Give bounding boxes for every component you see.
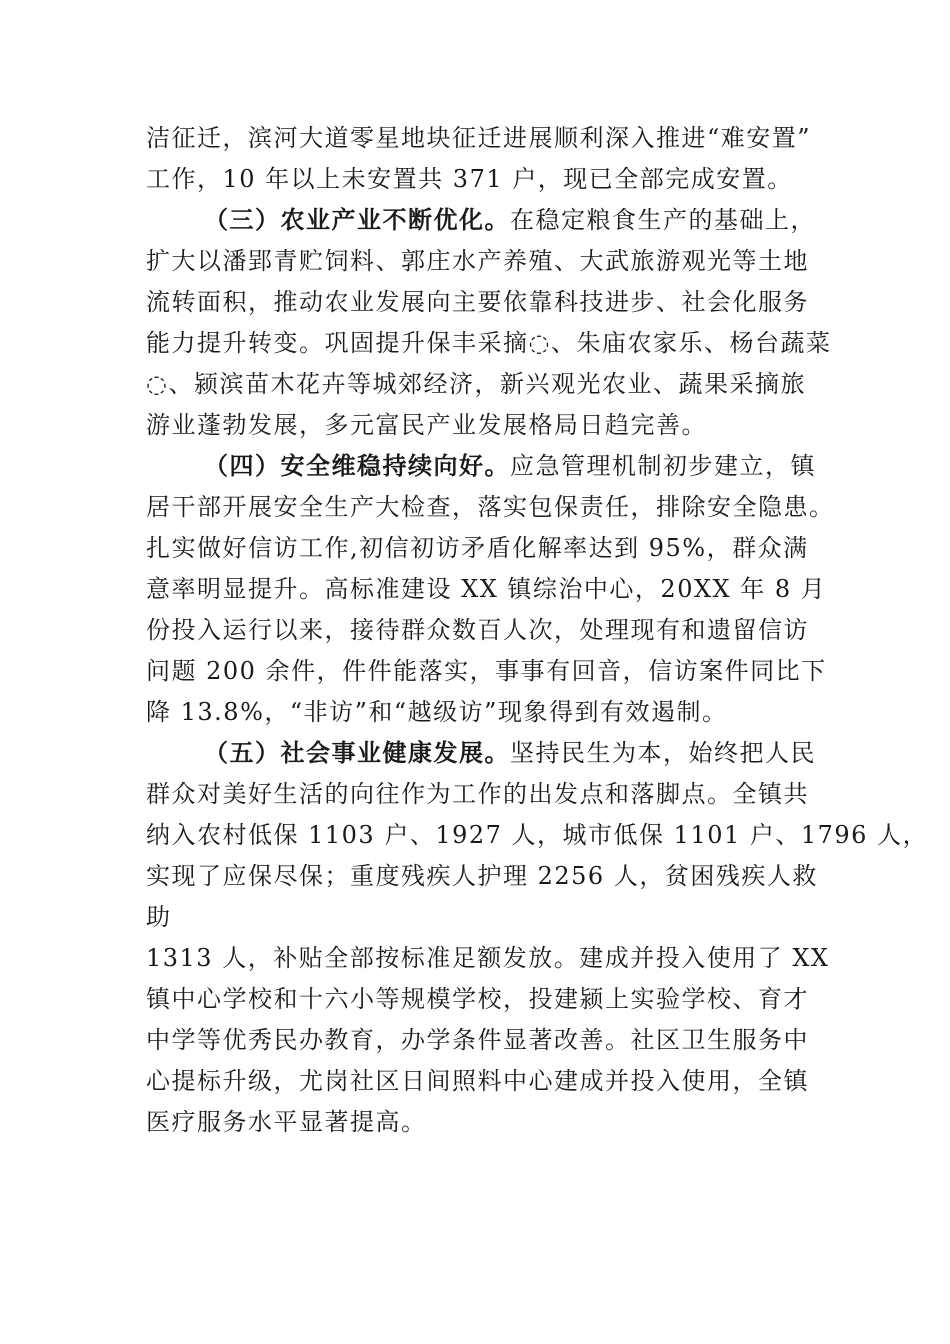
section-heading-line: （四）安全维稳持续向好。应急管理机制初步建立，镇 bbox=[204, 451, 816, 480]
body-text-line: 扩大以潘郢青贮饲料、郭庄水产养殖、大武旅游观光等土地 bbox=[146, 247, 809, 275]
body-text-line: 1313 人，补贴全部按标准足额发放。建成并投入使用了 XX bbox=[146, 944, 830, 972]
body-text-line: 实现了应保尽保；重度残疾人护理 2256 人，贫困残疾人救 bbox=[146, 862, 818, 890]
body-text-line: 降 13.8%，“非访”和“越级访”现象得到有效遏制。 bbox=[146, 698, 728, 726]
body-text-line: 洁征迁，滨河大道零星地块征迁进展顺利深入推进“难安置” bbox=[146, 124, 812, 152]
section-heading-line: （三）农业产业不断优化。在稳定粮食生产的基础上， bbox=[204, 205, 816, 234]
section-heading: （四）安全维稳持续向好。 bbox=[204, 451, 510, 480]
body-text-line: 纳入农村低保 1103 户、1927 人，城市低保 1101 户、1796 人， bbox=[146, 821, 929, 849]
body-text-line: 问题 200 余件，件件能落实，事事有回音，信访案件同比下 bbox=[146, 657, 827, 685]
body-text-line: 居干部开展安全生产大检查，落实包保责任，排除安全隐患。 bbox=[146, 493, 835, 521]
body-text-line: 意率明显提升。高标准建设 XX 镇综治中心，20XX 年 8 月 bbox=[146, 575, 827, 603]
body-text-line: 心提标升级，尤岗社区日间照料中心建成并投入使用，全镇 bbox=[146, 1067, 809, 1095]
section-heading: （五）社会事业健康发展。 bbox=[204, 738, 510, 767]
body-text-line: 镇中心学校和十六小等规模学校，投建颍上实验学校、育才 bbox=[146, 985, 809, 1013]
body-text-line: 游业蓬勃发展，多元富民产业发展格局日趋完善。 bbox=[146, 411, 707, 439]
section-heading: （三）农业产业不断优化。 bbox=[204, 205, 510, 234]
body-text-line: 助 bbox=[146, 903, 172, 931]
body-text-line: 医疗服务水平显著提高。 bbox=[146, 1108, 427, 1136]
body-text-line: 中学等优秀民办教育，办学条件显著改善。社区卫生服务中 bbox=[146, 1026, 809, 1054]
body-text-line: 工作，10 年以上未安置共 371 户，现已全部完成安置。 bbox=[146, 165, 793, 193]
body-text-line: ◌、颍滨苗木花卉等城郊经济，新兴观光农业、蔬果采摘旅 bbox=[146, 370, 806, 398]
body-text-line: 扎实做好信访工作,初信初访矛盾化解率达到 95%，群众满 bbox=[146, 534, 809, 562]
body-text-line: 流转面积，推动农业发展向主要依靠科技进步、社会化服务 bbox=[146, 288, 809, 316]
body-text-line: 份投入运行以来，接待群众数百人次，处理现有和遗留信访 bbox=[146, 616, 809, 644]
body-text-line: 能力提升转变。巩固提升保丰采摘◌、朱庙农家乐、杨台蔬菜 bbox=[146, 329, 832, 357]
section-heading-line: （五）社会事业健康发展。坚持民生为本，始终把人民 bbox=[204, 738, 816, 767]
body-text-line: 群众对美好生活的向往作为工作的出发点和落脚点。全镇共 bbox=[146, 780, 809, 808]
